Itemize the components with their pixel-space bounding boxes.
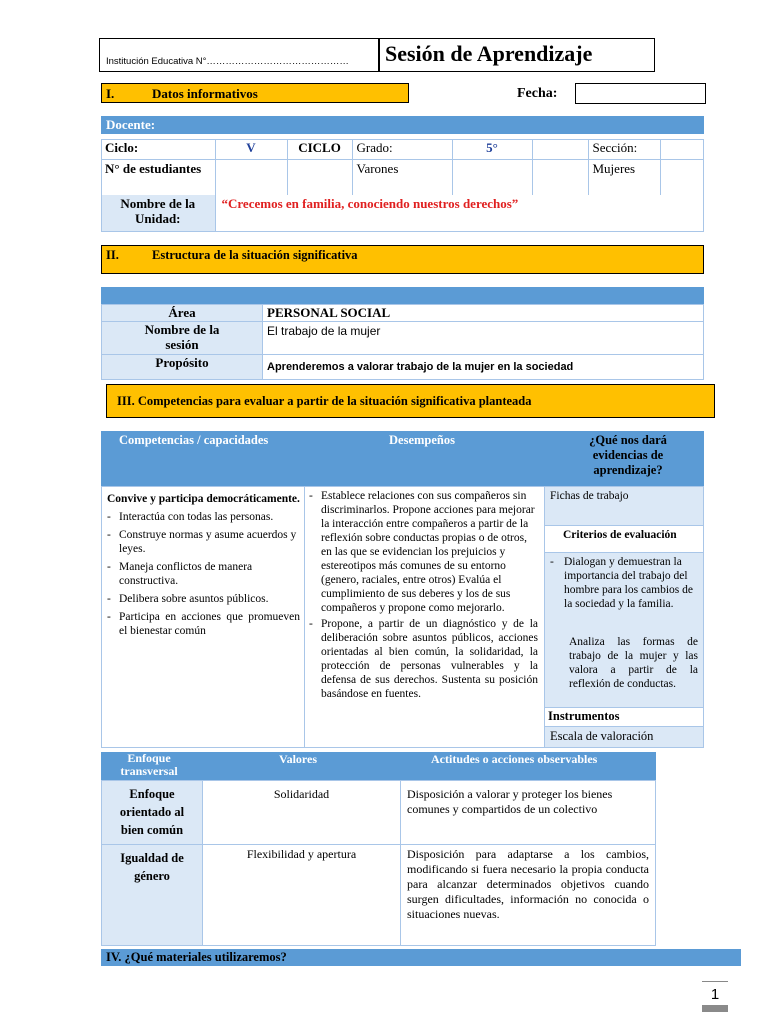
section-1-title: Datos informativos: [152, 86, 258, 101]
col-actitudes: Actitudes o acciones observables: [431, 752, 598, 766]
col-enfoque: Enfoque transversal: [120, 751, 178, 778]
page-title: Sesión de Aprendizaje: [385, 41, 593, 66]
header-divider: [378, 39, 380, 71]
unidad-value: “Crecemos en familia, conociendo nuestros derechos”: [215, 195, 704, 231]
docente-bar: [101, 116, 704, 134]
varones-label: Varones: [352, 159, 452, 195]
desempeno-item: - Propone, a partir de un diagnóstico y de la deliberación sobre asuntos públicos, acciones orientadas al bien común, la solidaridad, la protección de personas vulnerables y la defensa de sus derechos. Sustenta su posición basándose en fuentes.: [309, 617, 538, 701]
instrumentos-label: Instrumentos: [548, 709, 620, 723]
grado-value: 5°: [452, 139, 532, 159]
capacidades-cell: [107, 492, 300, 638]
estudiantes-value: [215, 159, 287, 195]
section-3-bar: [106, 384, 715, 418]
competencias-body: [101, 486, 704, 748]
sesion-value: El trabajo de la mujer: [267, 324, 381, 338]
evidencia-value: Fichas de trabajo: [550, 490, 629, 502]
fecha-label: Fecha:: [517, 86, 558, 101]
ciclo-label: Ciclo:: [101, 139, 215, 159]
section-2-number: II.: [106, 248, 119, 262]
section-1-number: I.: [106, 86, 115, 101]
capacidad-item: - Maneja conflictos de manera constructiva.: [107, 560, 300, 588]
capacidad-item: - Participa en acciones que promueven el bienestar común: [107, 610, 300, 638]
sesion-label: Nombre de la sesión: [144, 322, 220, 352]
criterio-item: - Dialogan y demuestran la importancia del trabajo del hombre para los cambios de la sociedad y la familia.: [550, 555, 698, 611]
criterios-list: [550, 555, 698, 611]
enfoques-col-divider-2: [400, 781, 401, 945]
col-valores: Valores: [279, 752, 318, 766]
page-number-line: [702, 981, 728, 982]
section-2-title: Estructura de la situación significativa: [152, 248, 358, 262]
ciclo-value: V: [215, 139, 287, 159]
competencias-col-divider-1: [304, 487, 305, 747]
capacidad-item: - Construye normas y asume acuerdos y leyes.: [107, 528, 300, 556]
enfoques-col-divider-1: [202, 781, 203, 945]
mujeres-label: Mujeres: [588, 159, 660, 195]
header-box: [99, 38, 655, 72]
area-label: Área: [168, 305, 196, 320]
capacidad-item: - Delibera sobre asuntos públicos.: [107, 592, 300, 606]
institution-line: Institución Educativa N°………………………………………: [106, 56, 349, 67]
section-4-bar: [101, 949, 741, 966]
mujeres-value: [660, 159, 704, 195]
seccion-label: Sección:: [588, 139, 660, 159]
unidad-label: Nombre de la Unidad:: [101, 195, 215, 231]
enfoques-row-divider: [102, 844, 655, 845]
proposito-label: Propósito: [155, 355, 209, 370]
seccion-value: [660, 139, 704, 159]
criterios-label: Criterios de evaluación: [563, 529, 677, 541]
area-table: [101, 304, 704, 380]
enfoque-row-1-valor: Solidaridad: [273, 787, 330, 801]
estudiantes-blank: [287, 159, 352, 195]
instrumento-value: Escala de valoración: [550, 729, 654, 743]
col-competencias: Competencias / capacidades: [119, 433, 269, 447]
enfoque-row-2-label: Igualdad de género: [120, 851, 184, 883]
area-header-bar: [101, 287, 704, 304]
section-1-bar: [101, 83, 409, 103]
area-value: PERSONAL SOCIAL: [267, 305, 391, 320]
varones-blank: [532, 159, 588, 195]
section-4-title: IV. ¿Qué materiales utilizaremos?: [106, 950, 287, 964]
enfoque-row-2-actitud: Disposición para adaptarse a los cambios, modificando si fuera necesario la propia conducta para alcanzar determinados objetivos cuando surgen dificultades, información no conocida o situaciones nuevas.: [407, 847, 649, 921]
enfoque-row-2-valor: Flexibilidad y apertura: [246, 847, 357, 861]
desempenos-list: [309, 489, 538, 701]
proposito-value: Aprenderemos a valorar trabajo de la mujer en la sociedad: [267, 361, 574, 373]
grado-label: Grado:: [352, 139, 452, 159]
capacidades-list: [107, 510, 300, 638]
info-table: [101, 139, 704, 231]
enfoque-row-1-label: Enfoque orientado al bien común: [119, 787, 185, 837]
competencias-table: [101, 431, 704, 748]
criterio-item-2: Analiza las formas de trabajo de la mujer y las valora a partir de la reflexión de conductas.: [569, 636, 698, 690]
instrumento-cell: [545, 727, 703, 747]
section-2-bar: [101, 245, 704, 274]
docente-label: Docente:: [106, 117, 156, 132]
desempeno-item: - Establece relaciones con sus compañeros sin discriminarlos. Propone acciones para mejorar la interacción entre compañeros a partir de la reflexión sobre conductas propias o de otros, en las que se evidencian los prejuicios y estereotipos más comunes de su entorno (genero, raciales, entre otros) Evalúa el cumplimiento de sus deberes y los de sus compañeros y propone como mejorarlo.: [309, 489, 538, 615]
col-desempenos: Desempeños: [389, 433, 455, 447]
area-col-divider: [262, 305, 263, 379]
varones-value: [452, 159, 532, 195]
estudiantes-label: N° de estudiantes: [105, 160, 202, 176]
enfoques-body: [101, 780, 656, 946]
enfoque-row-1-actitud: Disposición a valorar y proteger los bienes comunes y compartidos de un colectivo: [407, 787, 613, 816]
page-number-bar: [702, 1005, 728, 1012]
criterios-header-cell: [545, 525, 703, 553]
instrumentos-header-cell: [545, 707, 703, 727]
grado-blank: [532, 139, 588, 159]
criterios-cell: [545, 553, 703, 707]
capacidad-item: - Interactúa con todas las personas.: [107, 510, 300, 524]
col-evidencias: ¿Qué nos dará evidencias de aprendizaje?: [589, 433, 667, 477]
section-3-title: III. Competencias para evaluar a partir de la situación significativa planteada: [117, 394, 532, 408]
competencia-title: Convive y participa democráticamente.: [107, 493, 300, 505]
enfoques-table: [101, 752, 656, 946]
page-number: 1: [710, 986, 720, 1003]
desempenos-cell: [309, 489, 538, 701]
ciclo-word: CICLO: [287, 139, 352, 159]
evidencia-cell: [545, 487, 703, 525]
fecha-field[interactable]: [575, 83, 706, 104]
